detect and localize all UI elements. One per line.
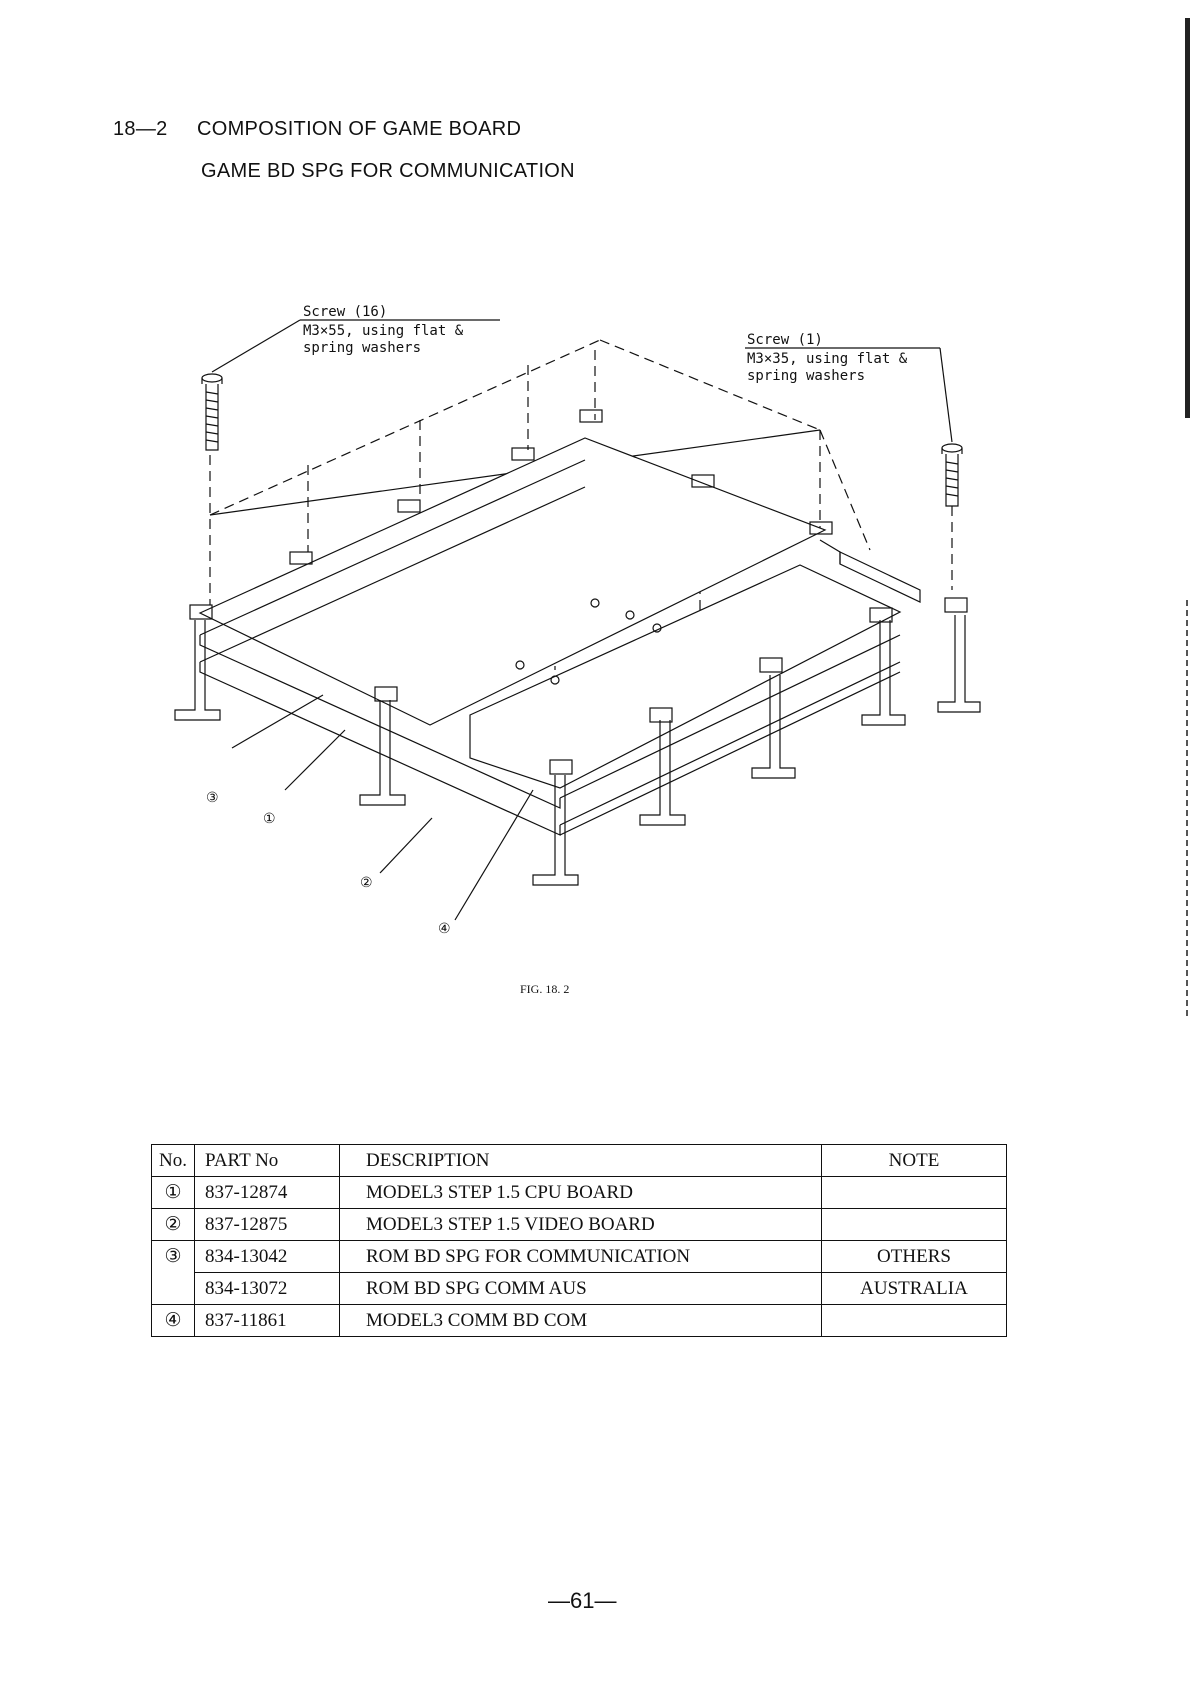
item-marker-1: ①: [263, 812, 276, 827]
col-header-note: NOTE: [822, 1145, 1007, 1177]
row-note: [822, 1209, 1007, 1241]
section-title: COMPOSITION OF GAME BOARD: [197, 118, 522, 140]
row-part-number: 837-12875: [195, 1209, 340, 1241]
row-no: ③: [152, 1241, 195, 1273]
row-part-number: 834-13072: [195, 1273, 340, 1305]
callout-right-leader: [940, 348, 952, 442]
figure-caption: FIG. 18. 2: [520, 982, 570, 996]
callout-right-line1: M3×35, using flat &: [747, 351, 908, 367]
board-stack: [175, 410, 980, 885]
row-description: ROM BD SPG COMM AUS: [340, 1273, 822, 1305]
callout-right-title: Screw (1): [747, 332, 823, 348]
screw-left-icon: [202, 374, 222, 450]
col-header-description: DESCRIPTION: [340, 1145, 822, 1177]
col-header-part: PART No: [195, 1145, 340, 1177]
row-note: OTHERS: [822, 1241, 1007, 1273]
table-header-row: [152, 1145, 1007, 1177]
row-description: ROM BD SPG FOR COMMUNICATION: [340, 1241, 822, 1273]
section-number: 18—2: [113, 118, 168, 140]
row-no: ④: [152, 1305, 195, 1337]
row-description: MODEL3 STEP 1.5 VIDEO BOARD: [340, 1209, 822, 1241]
table-row: [152, 1177, 1007, 1209]
row-part-number: 837-11861: [195, 1305, 340, 1337]
row-description: MODEL3 STEP 1.5 CPU BOARD: [340, 1177, 822, 1209]
callout-left-leader: [212, 320, 300, 372]
table-row: [152, 1241, 1007, 1273]
row-no: ①: [152, 1177, 195, 1209]
row-no: ②: [152, 1209, 195, 1241]
callout-right-line2: spring washers: [747, 368, 866, 384]
table-row: [152, 1305, 1007, 1337]
section-subtitle: GAME BD SPG FOR COMMUNICATION: [201, 160, 575, 182]
row-note: AUSTRALIA: [822, 1273, 1007, 1305]
section-heading: [113, 118, 521, 141]
table-row: [152, 1209, 1007, 1241]
row-description: MODEL3 COMM BD COM: [340, 1305, 822, 1337]
item-marker-3: ③: [206, 791, 219, 806]
row-part-number: 837-12874: [195, 1177, 340, 1209]
page-number: —61—: [548, 1588, 617, 1613]
item-marker-2: ②: [360, 876, 373, 891]
callout-left-line1: M3×55, using flat &: [303, 323, 464, 339]
game-board-assembly-diagram: [0, 290, 1190, 950]
row-no: [152, 1273, 195, 1305]
row-note: [822, 1177, 1007, 1209]
row-part-number: 834-13042: [195, 1241, 340, 1273]
screw-right-icon: [942, 444, 962, 506]
row-note: [822, 1305, 1007, 1337]
callout-left-line2: spring washers: [303, 340, 422, 356]
item-marker-4: ④: [438, 922, 451, 937]
callout-left-title: Screw (16): [303, 304, 388, 320]
table-row: [152, 1273, 1007, 1305]
parts-table: [151, 1144, 1007, 1337]
col-header-no: No.: [152, 1145, 195, 1177]
